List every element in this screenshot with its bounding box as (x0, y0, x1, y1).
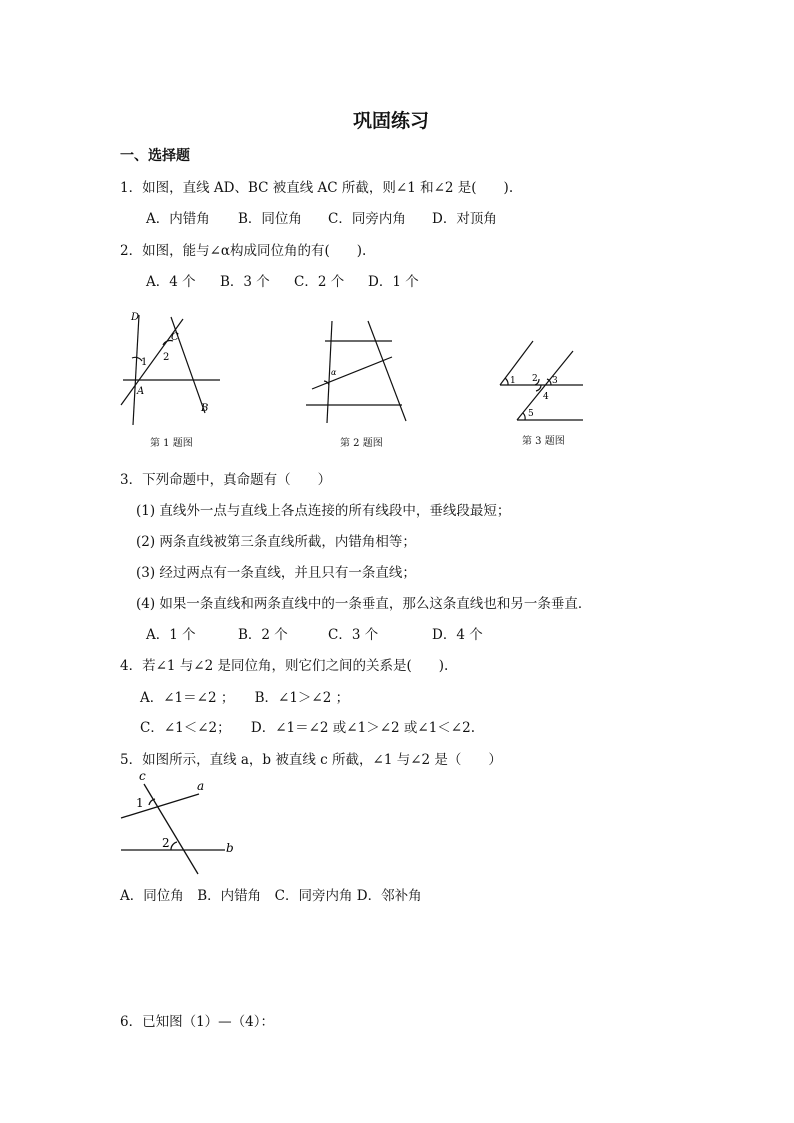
angle-4-arc (536, 385, 541, 391)
question-3-option-c: C．3 个 (328, 627, 379, 643)
question-4-options-line-1: A．∠1＝∠2 ； B．∠1＞∠2 ； (140, 690, 350, 706)
question-3-option-a: A．1 个 (146, 627, 196, 643)
figure-3 (495, 335, 595, 425)
figure-2 (300, 315, 415, 425)
figure-2-caption: 第 2 题图 (340, 438, 383, 449)
question-2-option-b: B．3 个 (220, 274, 270, 290)
fig2-right-line (368, 321, 406, 421)
question-4-options-line-2: C．∠1＜∠2； D．∠1＝∠2 或∠1＞∠2 或∠1＜∠2. (140, 720, 475, 736)
question-2-stem: 2．如图，能与∠α构成同位角的有( ). (120, 243, 367, 259)
fig5-label-1: 1 (136, 796, 144, 810)
question-3-item-1: (1) 直线外一点与直线上各点连接的所有线段中，垂线段最短； (136, 503, 511, 519)
question-5-stem: 5．如图所示，直线 a，b 被直线 c 所截，∠1 与∠2 是（ ） (120, 752, 502, 768)
fig1-label-2: 2 (163, 352, 170, 363)
figure-3-caption: 第 3 题图 (522, 436, 565, 447)
figure-1-caption: 第 1 题图 (150, 438, 193, 449)
question-1-option-c: C．同旁内角 (328, 211, 406, 227)
fig3-label-1: 1 (510, 376, 516, 386)
page-title: 巩固练习 (353, 110, 430, 132)
question-3-option-d: D．4 个 (432, 627, 483, 643)
fig2-label-alpha: α (331, 368, 337, 377)
figure-5 (115, 770, 245, 876)
question-3-item-4: (4) 如果一条直线和两条直线中的一条垂直，那么这条直线也和另一条垂直． (136, 596, 592, 612)
fig5-label-a: a (197, 779, 205, 793)
question-5-options: A．同位角 B．内错角 C．同旁内角 D．邻补角 (120, 888, 422, 904)
question-3-stem: 3．下列命题中，真命题有（ ） (120, 472, 332, 488)
section-heading: 一、选择题 (120, 148, 190, 164)
question-3-item-2: (2) 两条直线被第三条直线所截，内错角相等； (136, 534, 416, 550)
fig3-label-4: 4 (543, 392, 549, 402)
fig3-label-3: 3 (552, 376, 558, 386)
fig3-label-2: 2 (532, 374, 538, 384)
question-1-option-b: B．同位角 (238, 211, 302, 227)
question-1-option-a: A．内错角 (146, 211, 210, 227)
fig1-label-1: 1 (141, 357, 148, 368)
question-2-option-c: C．2 个 (294, 274, 345, 290)
fig1-label-b: B (201, 403, 209, 414)
fig1-label-d: D (131, 312, 140, 323)
question-3-item-3: (3) 经过两点有一条直线，并且只有一条直线； (136, 565, 416, 581)
question-1-option-d: D．对顶角 (432, 211, 497, 227)
angle-2-arc (171, 842, 177, 850)
line-c (144, 784, 198, 874)
line-a (121, 794, 199, 818)
fig3-label-5: 5 (528, 409, 534, 419)
question-6-stem: 6．已知图（1）—（4）： (120, 1014, 275, 1030)
fig2-transversal (312, 357, 392, 389)
question-3-option-b: B．2 个 (238, 627, 288, 643)
fig1-label-a: A (137, 386, 145, 397)
angle-1-arc (505, 378, 508, 385)
fig1-label-c: C (171, 332, 179, 343)
angle-5-arc (523, 413, 525, 420)
question-1-stem: 1．如图，直线 AD、BC 被直线 AC 所截，则∠1 和∠2 是( ). (120, 180, 514, 196)
fig5-label-c: c (139, 770, 146, 783)
question-2-option-d: D．1 个 (368, 274, 419, 290)
figure-1 (115, 305, 230, 425)
question-4-stem: 4．若∠1 与∠2 是同位角，则它们之间的关系是( ). (120, 658, 449, 674)
line-ad (133, 315, 139, 425)
question-2-option-a: A．4 个 (146, 274, 196, 290)
fig5-label-2: 2 (162, 836, 170, 850)
fig5-label-b: b (226, 841, 234, 855)
